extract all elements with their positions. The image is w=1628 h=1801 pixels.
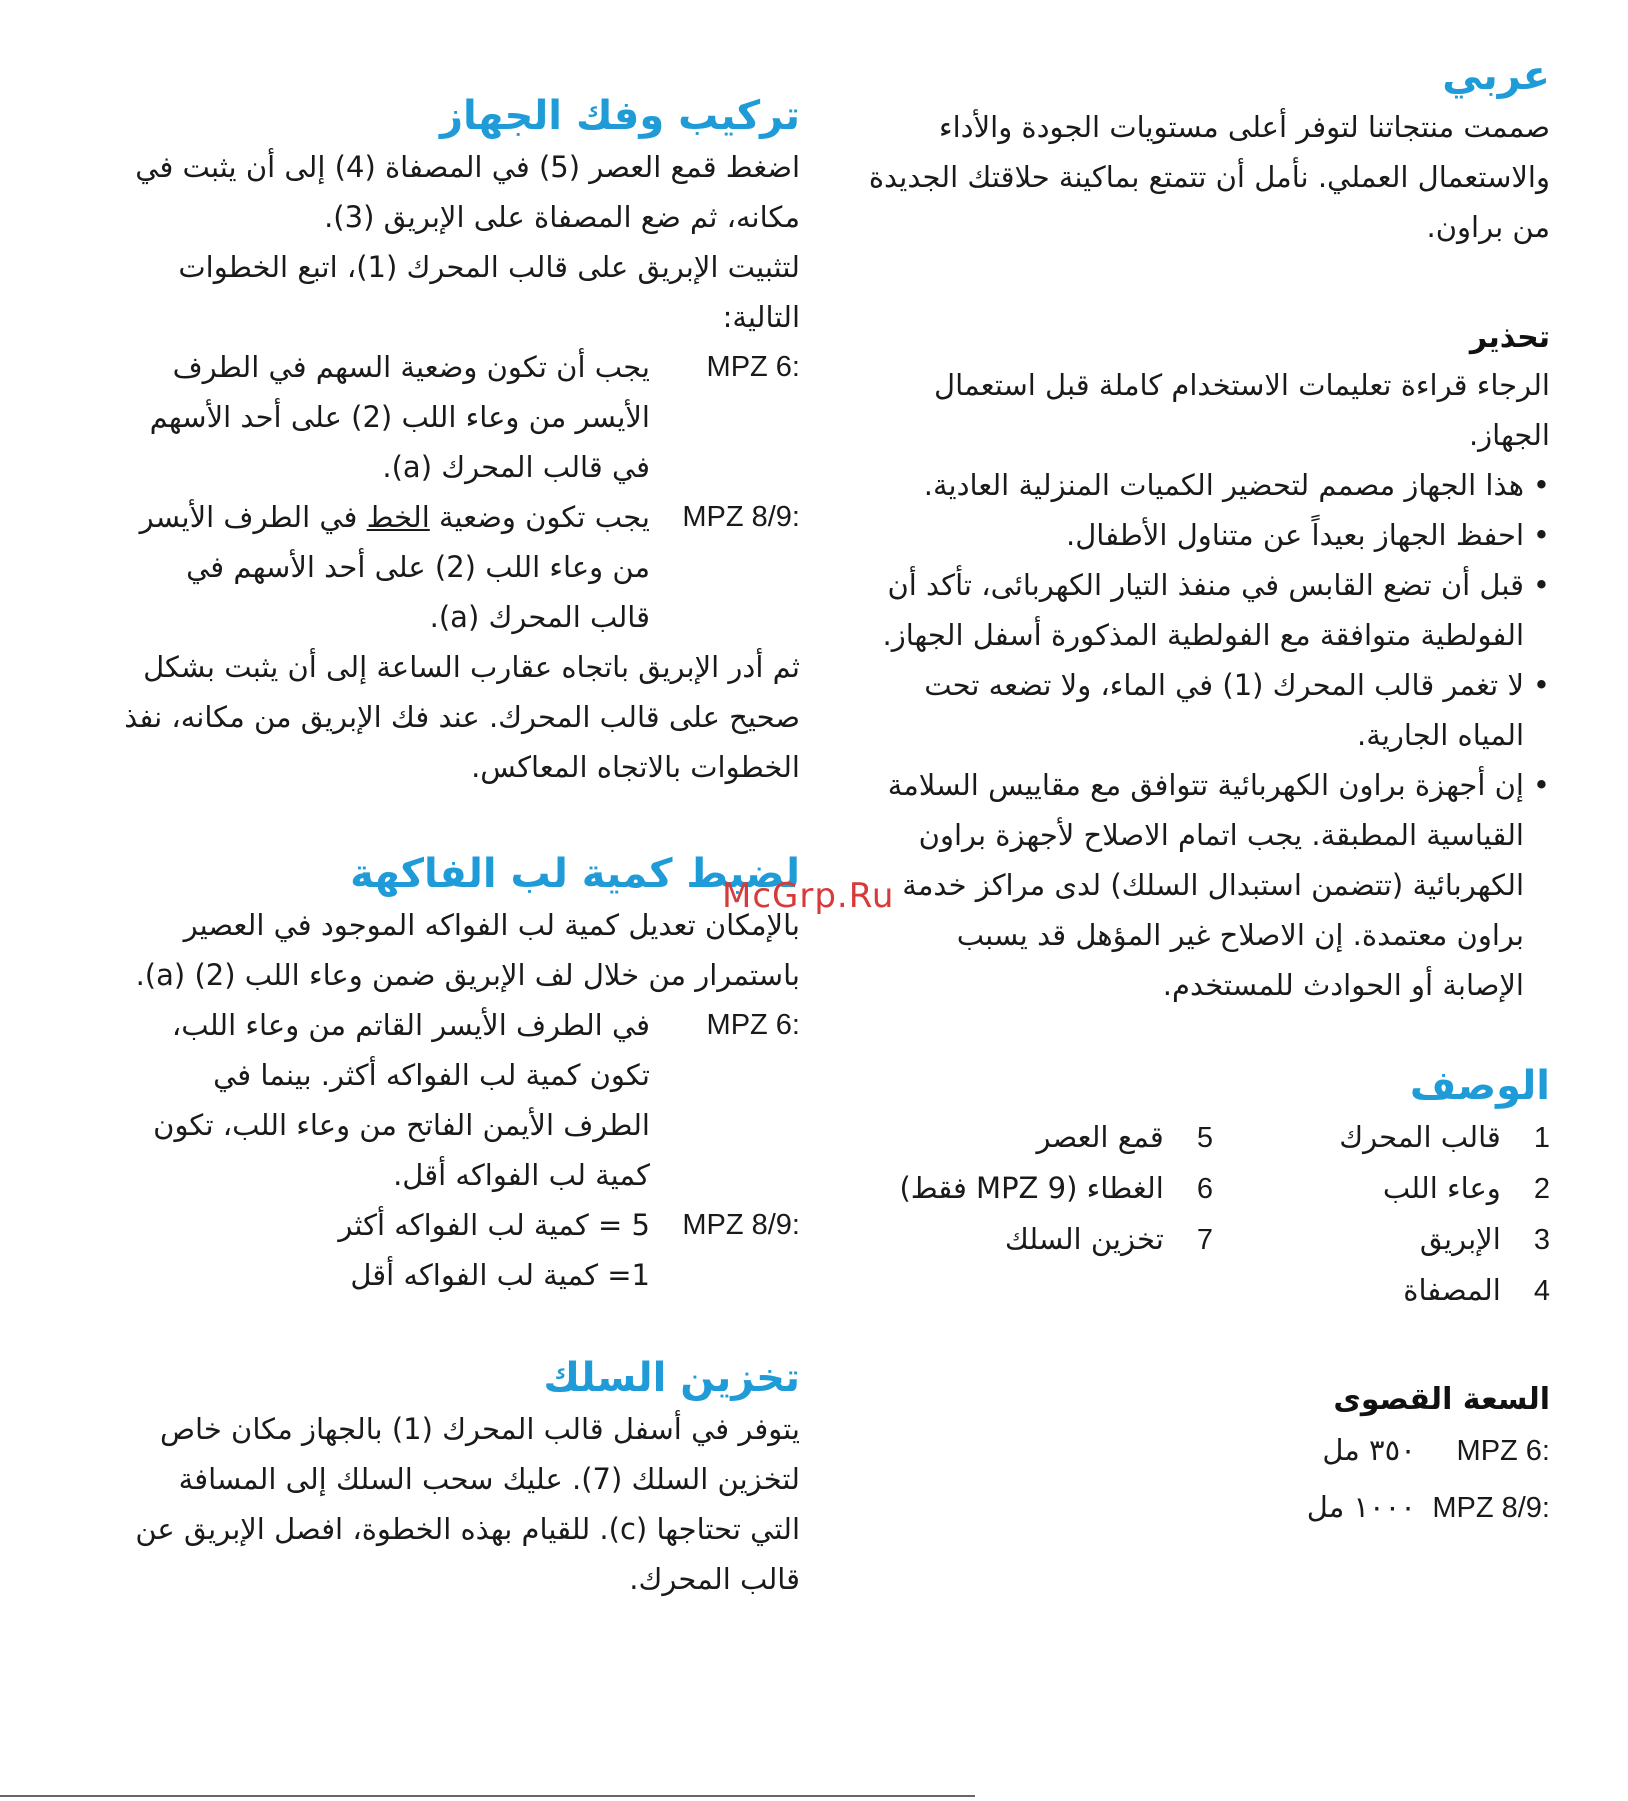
model-label: MPZ 8/9:: [682, 1209, 800, 1241]
list-item: 2 وعاء اللب: [1382, 1171, 1550, 1205]
cord-title: تخزين السلك: [543, 1355, 800, 1401]
model-instruction: MPZ 6: في الطرف الأيسر القاتم من وعاء اللب، تكون كمية لب الفواكه أكثر. بينما في الطرف الأيمن الفاتح من وعاء اللب، تكون كمية لب الفواكه أقل.: [120, 1000, 800, 1200]
description-list: [868, 1112, 1550, 1322]
model-label: MPZ 6:: [706, 351, 800, 383]
warning-bullet: • احفظ الجهاز بعيداً عن متناول الأطفال.: [868, 510, 1550, 560]
list-item: 6 الغطاء (MPZ 9 فقط): [899, 1171, 1213, 1205]
pulp-title: لضبط كمية لب الفاكهة: [350, 851, 800, 897]
assembly-paragraph: اضغط قمع العصر (5) في المصفاة (4) إلى أن يثبت في مكانه، ثم ضع المصفاة على الإبريق (3).: [135, 150, 800, 234]
warning-text: الرجاء قراءة تعليمات الاستخدام كاملة قبل استعمال الجهاز.: [934, 368, 1550, 452]
description-column: [899, 1112, 1213, 1265]
pulp-paragraph: بالإمكان تعديل كمية لب الفواكه الموجود في العصير باستمرار من خلال لف الإبريق ضمن وعاء اللب (2) (a).: [135, 908, 800, 992]
list-item: 1 قالب المحرك: [1339, 1120, 1550, 1154]
warning-title: تحذير: [1469, 320, 1550, 355]
model-instruction: MPZ 8/9: يجب تكون وضعية الخط في الطرف الأيسر من وعاء اللب (2) على أحد الأسهم في قالب المحرك (a).: [120, 492, 800, 642]
capacity-row: MPZ 8/9: ١٠٠٠ مل: [1306, 1490, 1550, 1524]
assembly-paragraph: لتثبيت الإبريق على قالب المحرك (1)، اتبع الخطوات التالية:: [178, 250, 800, 334]
list-item: 7 تخزين السلك: [1004, 1222, 1213, 1256]
description-title: الوصف: [1409, 1063, 1550, 1109]
watermark-text: McGrp.Ru: [722, 876, 895, 916]
language-heading: عربي: [1442, 53, 1550, 99]
footer-divider: [0, 1795, 975, 1797]
right-column: [868, 0, 1550, 1536]
model-label: MPZ 6:: [706, 1009, 800, 1041]
capacity-row: MPZ 6: ٣٥٠ مل: [1322, 1433, 1550, 1467]
list-item: 4 المصفاة: [1403, 1273, 1550, 1307]
assembly-paragraph: ثم أدر الإبريق باتجاه عقارب الساعة إلى أن يثبت بشكل صحيح على قالب المحرك. عند فك الإبريق من مكانه، نفذ الخطوات بالاتجاه المعاكس.: [124, 650, 800, 784]
assembly-title: تركيب وفك الجهاز: [440, 93, 800, 139]
model-instruction: MPZ 6: يجب أن تكون وضعية السهم في الطرف الأيسر من وعاء اللب (2) على أحد الأسهم في قالب المحرك (a).: [120, 342, 800, 492]
model-label: MPZ 8/9:: [682, 501, 800, 533]
warning-bullet: • قبل أن تضع القابس في منفذ التيار الكهربائى، تأكد أن الفولطية متوافقة مع الفولطية المذكورة أسفل الجهاز.: [868, 560, 1550, 660]
list-item: 3 الإبريق: [1419, 1222, 1550, 1256]
list-item: 5 قمع العصر: [1036, 1120, 1213, 1154]
left-column: [120, 0, 800, 1604]
capacity-title: السعة القصوى: [1333, 1382, 1550, 1417]
cord-paragraph: يتوفر في أسفل قالب المحرك (1) بالجهاز مكان خاص لتخزين السلك (7). عليك سحب السلك إلى المسافة التي تحتاجها (c). للقيام بهذه الخطوة، افصل الإبريق عن قالب المحرك.: [135, 1412, 800, 1596]
model-instruction: MPZ 8/9: 5 = كمية لب الفواكه أكثر 1= كمية لب الفواكه أقل: [120, 1200, 800, 1300]
warning-bullet: • إن أجهزة براون الكهربائية تتوافق مع مقاييس السلامة القياسية المطبقة. يجب اتمام الاصلاح لأجهزة براون الكهربائية (تتضمن استبدال السلك) لدى مراكز خدمة براون معتمدة. إن الاصلاح غير المؤهل قد يسبب الإصابة أو الحوادث للمستخدم.: [868, 760, 1550, 1010]
intro-paragraph: صممت منتجاتنا لتوفر أعلى مستويات الجودة والأداء والاستعمال العملي. نأمل أن تتمتع بماكينة حلاقتك الجديدة من براون.: [868, 110, 1550, 244]
warning-bullet: • لا تغمر قالب المحرك (1) في الماء، ولا تضعه تحت المياه الجارية.: [868, 660, 1550, 760]
description-column: [1339, 1112, 1550, 1316]
warning-bullet: • هذا الجهاز مصمم لتحضير الكميات المنزلية العادية.: [868, 460, 1550, 510]
